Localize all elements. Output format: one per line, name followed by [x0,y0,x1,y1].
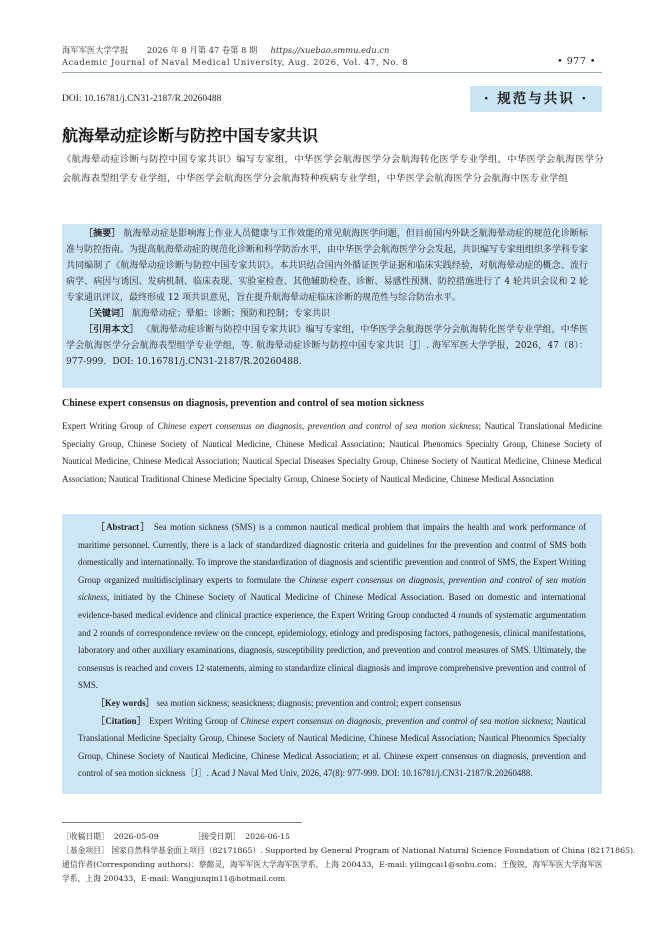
footnote-dates [62,830,607,844]
authors-en-italic: Chinese expert consensus on diagnosis, prevention and control of sea motion sickness [157,421,479,431]
received-label: ［收稿日期］ [62,832,109,841]
fund-text: 国家自然科学基金面上项目（82171865）. Supported by General Program of National Natural Science Foundation of China (82171865). [111,846,636,855]
abstract-en-text-italic: Chinese expert consensus on diagnosis, prevention and control of sea motion sickness [78,574,586,603]
fund-label: ［基金项目］ [62,846,109,855]
running-header-cn [62,45,389,56]
footnote-corresponding-2: 学系，上海 200433，E-mail: Wangjunqin11@hotmail.com [62,874,286,883]
footnote-divider [62,822,302,823]
abstract-en-label: ［Abstract］ [96,522,151,532]
section-badge: · 规范与共识 · [470,86,602,112]
citation-en-a: Expert Writing Group of [146,715,241,726]
authors-en-rest: ; Nautical Translational Medicine Specialty Group, Chinese Society of Nautical Medicine, Chinese Medical Association; Nautical Phenomics Specialty Group, Chinese Society of Nautical Medicine, Chinese Medical Association; Nautical Special Diseases Specialty Group, Chinese Society of Nautical Medicine, Chinese Medical Association; Nautical Traditional Chinese Medicine Specialty Group, Chinese Society of Nautical Medicine, Chinese Medical Association [62,421,602,484]
keywords-en: sea motion sickness; seasickness; diagnosis; prevention and control; expert consensus [154,697,462,708]
abstract-cn-label: ［摘要］ [84,229,121,239]
page-number: • 977 • [557,56,596,67]
authors-en [62,418,602,488]
journal-name-cn: 海军军医大学学报 [62,45,129,55]
running-header-en: Academic Journal of Naval Medical University, Aug. 2026, Vol. 47, No. 8 [62,57,409,67]
keywords-en-label: ［Key words］ [96,697,155,708]
abstract-en-text-b: , initiated by the Chinese Society of Nautical Medicine of Chinese Medical Association. Based on domestic and international evidence-based medical evidence and clinical practice experience, the Expert Writing Group conducted 4 rounds of systematic argumentation and 2 rounds of correspondence review on the concept, epidemiology, etiology and predisposing factors, pathogenesis, clinical manifestations, laboratory and other auxiliary examinations, diagnosis, susceptibility prediction, and prevention and control measures of SMS. Ultimately, the consensus is reached and covers 12 statements, aiming to standardize clinical diagnosis and improve comprehensive prevention and control of SMS. [78,592,586,691]
accepted-label: ［接受日期］ [193,832,241,841]
accepted-date: 2026-06-15 [245,832,291,841]
abstract-cn [66,226,588,370]
issue-info-cn: 2026 年 8 月第 47 卷第 8 期 [146,45,258,55]
citation-en-b: ; Nautical Translational Medicine Specialty Group, Chinese Society of Nautical Medicine, Chinese Medical Association; Nautical Phenomics Specialty Group, Chinese Society of Nautical Medicine, Chinese Medical Association; et al. Chinese expert consensus on diagnosis, prevention and control of sea motion sickness［J］. Acad J Naval Med Univ, 2026, 47(8): 977-999. DOI: 10.16781/j.CN31-2187/R.20260488. [78,715,587,779]
journal-url[interactable]: https://xuebao.smmu.edu.cn [270,45,390,55]
footnote-corresponding-1: 通信作者(Corresponding authors)：蔡懿灵，海军军医大学海军医学系，上海 200433，E-mail: yilingcai1@sohu.com；王俊锐，海军军医大学海军医 [62,860,603,869]
doi: DOI: 10.16781/j.CN31-2187/R.20260488 [62,94,222,104]
abstract-en [78,519,586,783]
abstract-cn-text: 航海晕动症是影响海上作业人员健康与工作效能的常见航海医学问题，但目前国内外缺乏航海晕动症的规范化诊断标准与防控指南。为提高航海晕动症的规范化诊断和科学防治水平，由中华医学会航海医学分会发起，共识编写专家组组织多学科专家共同编制了《航海晕动症诊断与防控中国专家共识》。本共识结合国内外循证医学证据和临床实践经验，对航海晕动症的概念、流行病学、病因与诱因、发病机制、临床表现、实验室检查、其他辅助检查、诊断、易感性预测、防控措施进行了 4 轮共识会议和 2 轮专家通讯评议，最终形成 12 项共识意见，旨在提升航海晕动症临床诊断的规范性与综合防治水平。 [66,229,589,303]
article-title-en: Chinese expert consensus on diagnosis, prevention and control of sea motion sickness [62,398,424,409]
header-divider [62,72,602,73]
authors-en-prefix: Expert Writing Group of [62,421,158,431]
footnote-fund [62,844,636,858]
article-title-cn: 航海晕动症诊断与防控中国专家共识 [62,126,319,145]
keywords-cn: 航海晕动症；晕船；诊断；预防和控制；专家共识 [131,309,330,319]
citation-cn-label: ［引用本文］ [84,325,139,335]
citation-en-italic: Chinese expert consensus on diagnosis, prevention and control of sea motion sickness [240,715,551,726]
authors-cn: 《航海晕动症诊断与防控中国专家共识》编写专家组，中华医学会航海医学分会航海转化医学专业学组，中华医学会航海医学分会航海表型组学专业学组，中华医学会航海医学分会航海特种疾病专业学组，中华医学会航海医学分会航海中医专业学组 [62,154,604,184]
citation-en-label: ［Citation］ [96,715,147,726]
citation-cn: 《航海晕动症诊断与防控中国专家共识》编写专家组，中华医学会航海医学分会航海转化医学专业学组，中华医学会航海医学分会航海表型组学专业学组，等. 航海晕动症诊断与防控中国专家共识［J］. 海军军医大学学报，2026，47（8）：977-999．DOI: 10.16781/j.CN31-2187/R.20260488. [66,325,588,367]
keywords-cn-label: ［关键词］ [84,309,130,319]
received-date: 2026-05-09 [113,832,159,841]
abstract-en-text-a: Sea motion sickness (SMS) is a common nautical medical problem that impairs the health and work performance of maritime personnel. Currently, there is a lack of standardized diagnostic criteria and guidelines for the prevention and control of SMS both domestically and internationally. To improve the standardization of diagnosis and scientific prevention and control of SMS, the Expert Writing Group organized multidisciplinary experts to formulate the [78,522,586,585]
